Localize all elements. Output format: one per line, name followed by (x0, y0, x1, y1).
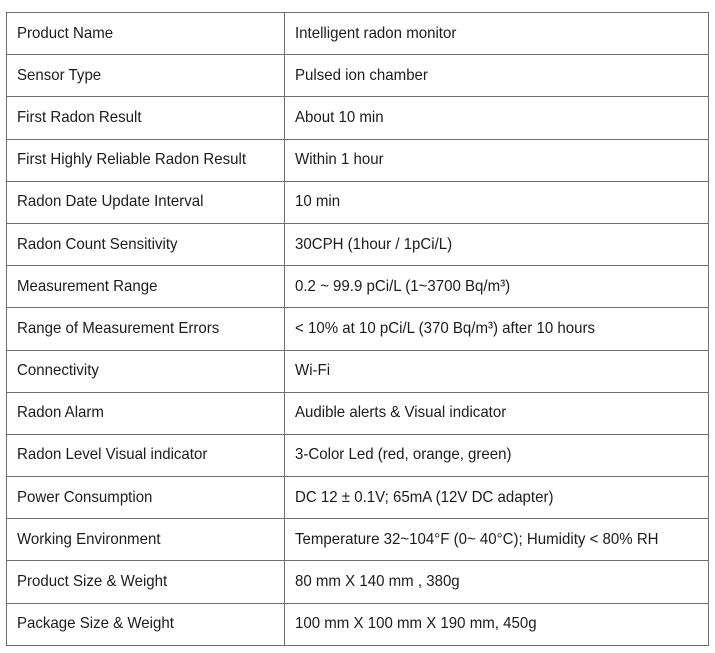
spec-label: Connectivity (17, 362, 99, 380)
spec-value-cell (284, 350, 708, 392)
spec-label-cell (7, 392, 285, 434)
table-row (7, 434, 709, 476)
spec-value: Intelligent radon monitor (294, 24, 457, 42)
spec-label: Working Environment (17, 530, 161, 548)
spec-label-cell (7, 477, 285, 519)
spec-value-cell (284, 519, 708, 561)
table-row (7, 181, 709, 223)
spec-label: Radon Alarm (17, 404, 104, 422)
table-row (7, 139, 709, 181)
spec-label: Product Size & Weight (17, 573, 168, 591)
table-row (7, 97, 709, 139)
spec-value-cell (284, 603, 708, 645)
table-row (7, 55, 709, 97)
table-row (7, 561, 709, 603)
spec-value: DC 12 ± 0.1V; 65mA (12V DC adapter) (294, 488, 554, 506)
spec-value: Pulsed ion chamber (294, 66, 428, 84)
spec-value-cell (284, 561, 708, 603)
spec-label: Measurement Range (17, 277, 158, 295)
table-row (7, 13, 709, 55)
spec-label-cell (7, 266, 285, 308)
spec-table (6, 12, 709, 646)
table-row (7, 350, 709, 392)
spec-value: 30CPH (1hour / 1pCi/L) (294, 235, 452, 253)
spec-label: Product Name (17, 24, 114, 42)
spec-label: Package Size & Weight (17, 615, 174, 633)
spec-value: Within 1 hour (294, 151, 384, 169)
table-row (7, 308, 709, 350)
spec-value: 3-Color Led (red, orange, green) (294, 446, 512, 464)
spec-value: 80 mm X 140 mm , 380g (294, 573, 460, 591)
table-row (7, 603, 709, 645)
table-row (7, 392, 709, 434)
spec-value: 0.2 ~ 99.9 pCi/L (1~3700 Bq/m³) (294, 277, 510, 295)
spec-value: Wi-Fi (294, 362, 330, 380)
spec-value-cell (284, 266, 708, 308)
spec-label-cell (7, 350, 285, 392)
spec-value-cell (284, 97, 708, 139)
spec-value-cell (284, 139, 708, 181)
spec-value: Temperature 32~104°F (0~ 40°C); Humidity < 80% RH (294, 530, 659, 548)
spec-value-cell (284, 308, 708, 350)
spec-label: Sensor Type (17, 66, 102, 84)
spec-label-cell (7, 308, 285, 350)
spec-value-cell (284, 392, 708, 434)
spec-label: First Highly Reliable Radon Result (17, 151, 247, 169)
table-row (7, 223, 709, 265)
spec-value-cell (284, 13, 708, 55)
spec-label-cell (7, 434, 285, 476)
spec-value-cell (284, 223, 708, 265)
spec-label-cell (7, 181, 285, 223)
table-row (7, 477, 709, 519)
spec-value: About 10 min (294, 108, 384, 126)
spec-label-cell (7, 519, 285, 561)
spec-label: Radon Level Visual indicator (17, 446, 208, 464)
spec-value: 100 mm X 100 mm X 190 mm, 450g (294, 615, 537, 633)
spec-value: 10 min (294, 193, 340, 211)
spec-value: Audible alerts & Visual indicator (294, 404, 507, 422)
spec-label-cell (7, 603, 285, 645)
spec-value-cell (284, 181, 708, 223)
spec-label: First Radon Result (17, 108, 142, 126)
spec-value: < 10% at 10 pCi/L (370 Bq/m³) after 10 hours (294, 319, 595, 337)
spec-label: Power Consumption (17, 488, 153, 506)
table-row (7, 266, 709, 308)
spec-label-cell (7, 223, 285, 265)
spec-label: Radon Count Sensitivity (17, 235, 178, 253)
spec-value-cell (284, 477, 708, 519)
spec-label-cell (7, 55, 285, 97)
spec-label-cell (7, 13, 285, 55)
spec-label-cell (7, 97, 285, 139)
spec-label-cell (7, 139, 285, 181)
spec-label: Radon Date Update Interval (17, 193, 204, 211)
table-row (7, 519, 709, 561)
spec-label-cell (7, 561, 285, 603)
spec-label: Range of Measurement Errors (17, 319, 220, 337)
spec-value-cell (284, 434, 708, 476)
spec-value-cell (284, 55, 708, 97)
